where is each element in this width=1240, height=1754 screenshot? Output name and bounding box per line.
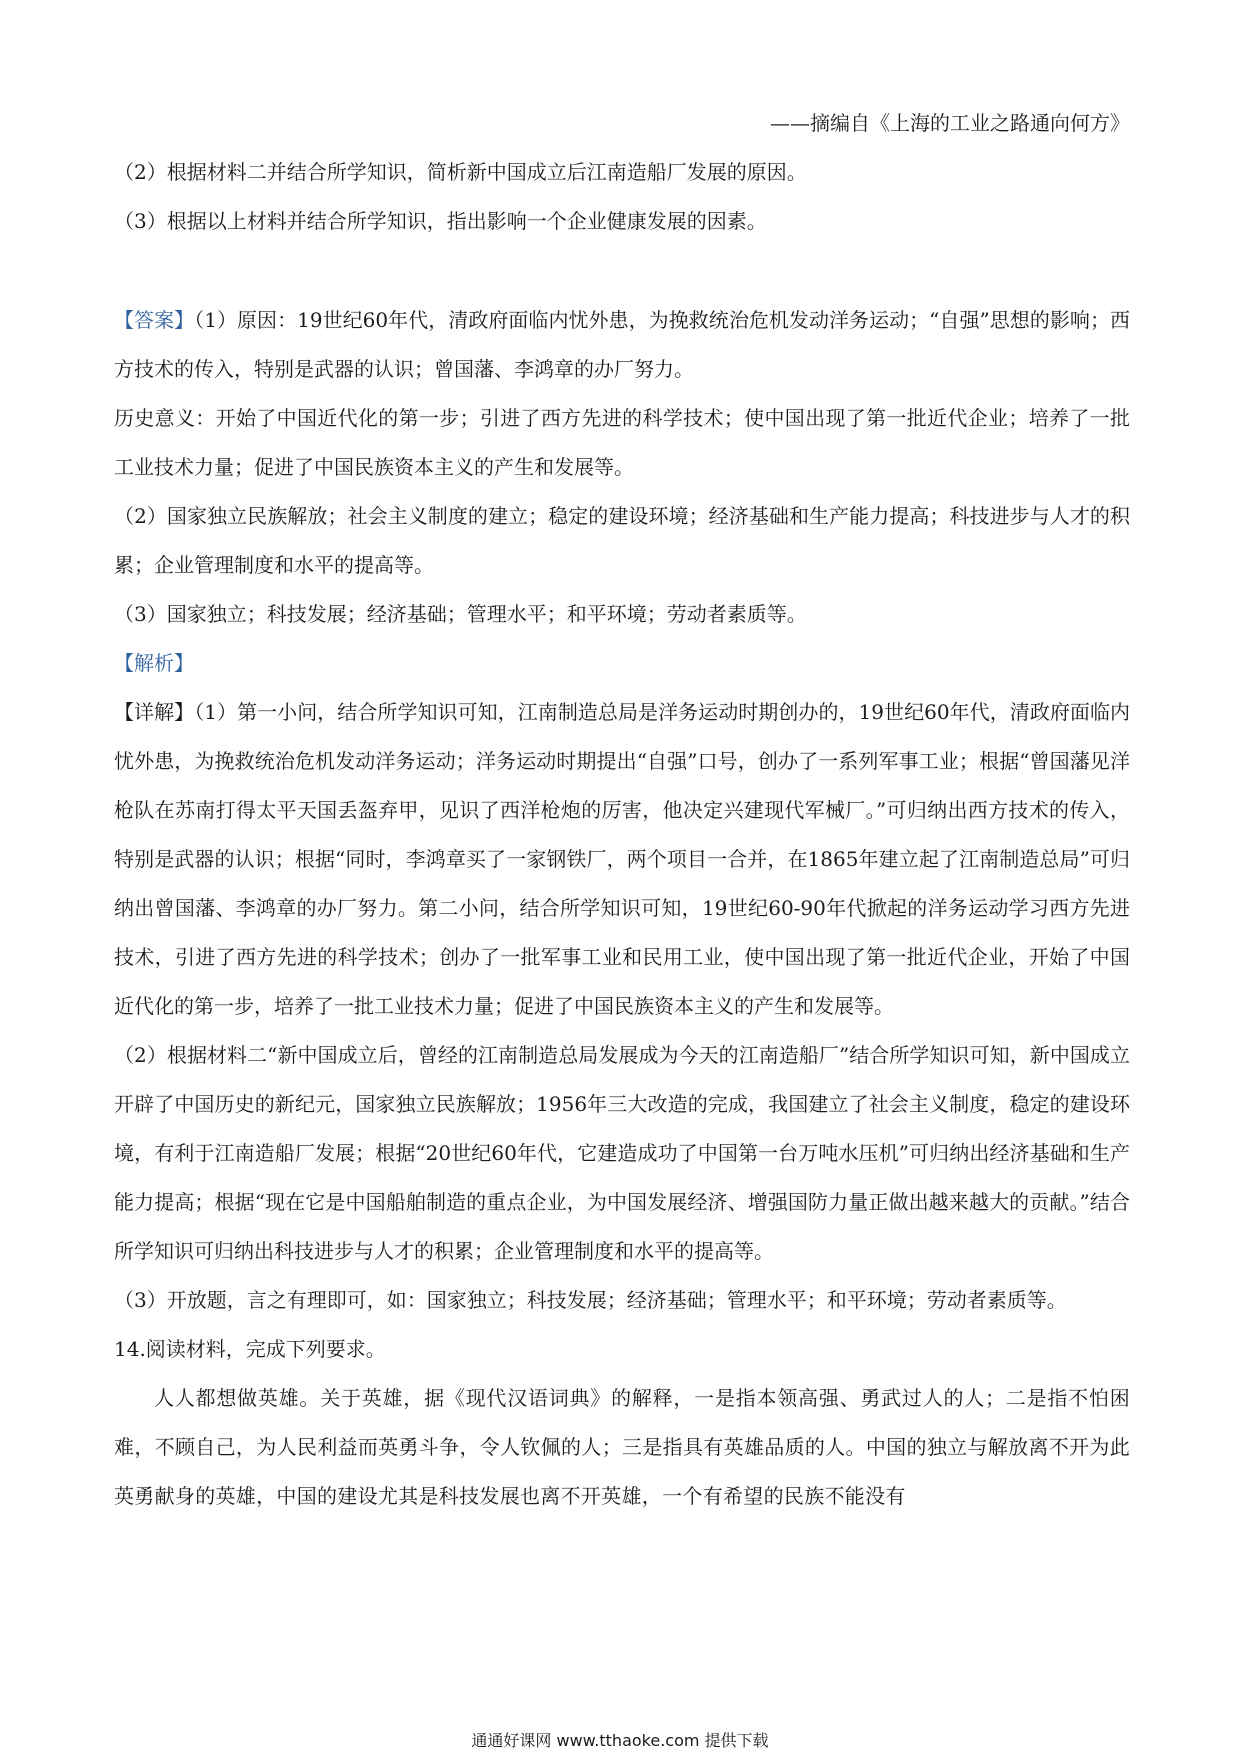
footer-watermark: 通通好课网 www.tthaoke.com 提供下载 (471, 1731, 769, 1750)
analysis-part1-text: （1）第一小问，结合所学知识可知，江南制造总局是洋务运动时期创办的，19世纪60年代，清政府面临内忧外患，为挽救统治危机发动洋务运动；洋务运动时期提出“自强”口号，创办了一系列军事工业；根据“曾国藩见洋枪队在苏南打得太平天国丢盔弃甲，见识了西洋枪炮的厉害，他决定兴建现代军械厂。”可归纳出西方技术的传入，特别是武器的认识；根据“同时，李鸿章买了一家钢铁厂，两个项目一合并，在1865年建立起了江南制造总局”可归纳出曾国藩、李鸿章的办厂努力。第二小问，结合所学知识可知，19世纪60-90年代掀起的洋务运动学习西方先进技术，引进了西方先进的科学技术；创办了一批军事工业和民用工业，使中国出现了第一批近代企业，开始了中国近代化的第一步，培养了一批工业技术力量；促进了中国民族资本主义的产生和发展等。 (114, 700, 1131, 1018)
answer-part3: （3）国家独立；科技发展；经济基础；管理水平；和平环境；劳动者素质等。 (114, 602, 807, 626)
analysis-part2: （2）根据材料二“新中国成立后，曾经的江南制造总局发展成为今天的江南造船厂”结合所学知识可知，新中国成立开辟了中国历史的新纪元，国家独立民族解放；1956年三大改造的完成，我国建立了社会主义制度，稳定的建设环境，有利于江南造船厂发展；根据“20世纪60年代，它建造成功了中国第一台万吨水压机”可归纳出经济基础和生产能力提高；根据“现在它是中国船舶制造的重点企业，为中国发展经济、增强国防力量正做出越来越大的贡献。”结合所学知识可归纳出科技进步与人才的积累；企业管理制度和水平的提高等。 (114, 1043, 1130, 1263)
answer-tag: 【答案】 (114, 308, 195, 332)
answer-part1-reason (114, 296, 1130, 394)
detail-tag: 【详解】 (114, 700, 195, 724)
document-page (114, 100, 1130, 1521)
spacer (114, 246, 1130, 296)
source-citation: ——摘编自《上海的工业之路通向何方》 (770, 111, 1130, 135)
question-14-title: 14.阅读材料，完成下列要求。 (114, 1337, 386, 1361)
question-14-material: 人人都想做英雄。关于英雄，据《现代汉语词典》的解释，一是指本领高强、勇武过人的人；二是指不怕困难，不顾自己，为人民利益而英勇斗争，令人钦佩的人；三是指具有英雄品质的人。中国的独立与解放离不开为此英勇献身的英雄，中国的建设尤其是科技发展也离不开英雄，一个有希望的民族不能没有 (114, 1386, 1130, 1508)
question-3: （3）根据以上材料并结合所学知识，指出影响一个企业健康发展的因素。 (114, 209, 767, 233)
analysis-part1 (114, 688, 1130, 1031)
analysis-part3: （3）开放题，言之有理即可，如：国家独立；科技发展；经济基础；管理水平；和平环境；劳动者素质等。 (114, 1288, 1067, 1312)
analysis-tag: 【解析】 (114, 651, 194, 675)
question-2: （2）根据材料二并结合所学知识，简析新中国成立后江南造船厂发展的原因。 (114, 160, 807, 184)
answer-part1-meaning: 历史意义：开始了中国近代化的第一步；引进了西方先进的科学技术；使中国出现了第一批近代企业；培养了一批工业技术力量；促进了中国民族资本主义的产生和发展等。 (114, 406, 1130, 479)
answer-part2: （2）国家独立民族解放；社会主义制度的建立；稳定的建设环境；经济基础和生产能力提高；科技进步与人才的积累；企业管理制度和水平的提高等。 (114, 504, 1130, 577)
answer-part1-reason-text: （1）原因：19世纪60年代，清政府面临内忧外患，为挽救统治危机发动洋务运动；“自强”思想的影响；西方技术的传入，特别是武器的认识；曾国藩、李鸿章的办厂努力。 (114, 308, 1130, 381)
